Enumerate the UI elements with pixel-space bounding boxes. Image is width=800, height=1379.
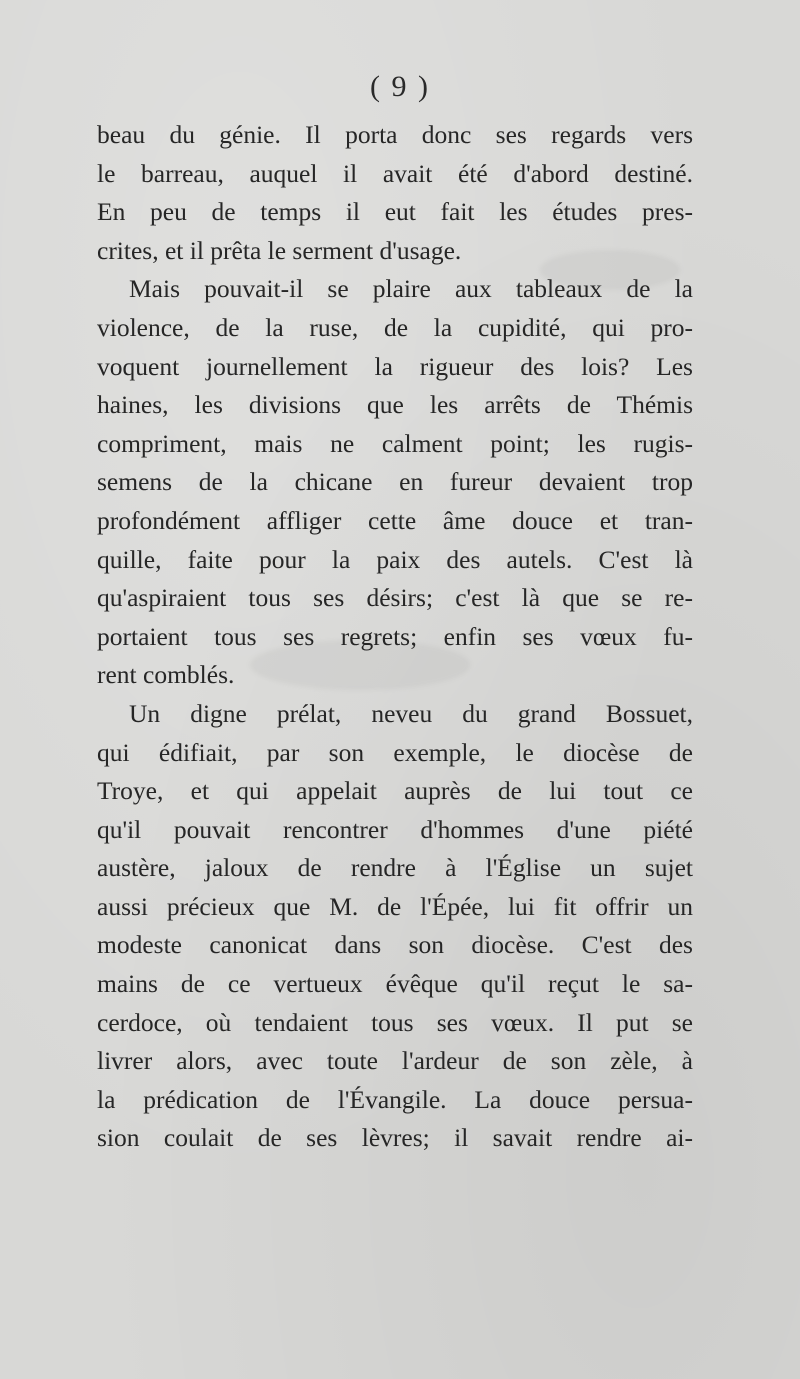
text-line: haines, les divisions que les arrêts de Thémis bbox=[97, 390, 693, 420]
paragraph bbox=[97, 116, 693, 270]
text-line: cerdoce, où tendaient tous ses vœux. Il put se bbox=[97, 1007, 693, 1037]
text-line: austère, jaloux de rendre à l'Église un sujet bbox=[97, 853, 693, 883]
text-line: portaient tous ses regrets; enfin ses vœux fu- bbox=[97, 621, 693, 651]
text-line: rent comblés. bbox=[97, 660, 235, 690]
text-line: quille, faite pour la paix des autels. C'est là bbox=[97, 544, 693, 574]
text-line: aussi précieux que M. de l'Épée, lui fit offrir un bbox=[97, 891, 693, 921]
text-line: crites, et il prêta le serment d'usage. bbox=[97, 235, 462, 265]
text-line: modeste canonicat dans son diocèse. C'est des bbox=[97, 930, 693, 960]
paragraph bbox=[97, 695, 693, 1158]
text-line: qu'aspiraient tous ses désirs; c'est là que se re- bbox=[97, 583, 693, 613]
text-line: Troye, et qui appelait auprès de lui tout ce bbox=[97, 776, 693, 806]
text-line: profondément affliger cette âme douce et tran- bbox=[97, 505, 693, 535]
paragraph bbox=[97, 270, 693, 695]
text-line: le barreau, auquel il avait été d'abord destiné. bbox=[97, 158, 693, 188]
text-line: semens de la chicane en fureur devaient trop bbox=[97, 467, 693, 497]
text-line: Mais pouvait-il se plaire aux tableaux de la bbox=[129, 274, 693, 304]
text-line: violence, de la ruse, de la cupidité, qui pro- bbox=[97, 312, 693, 342]
text-line: voquent journellement la rigueur des lois? Les bbox=[97, 351, 693, 381]
body-text bbox=[97, 116, 693, 1158]
text-line: compriment, mais ne calment point; les rugis- bbox=[97, 428, 693, 458]
text-line: sion coulait de ses lèvres; il savait rendre ai- bbox=[97, 1123, 693, 1153]
text-line: qu'il pouvait rencontrer d'hommes d'une piété bbox=[97, 814, 693, 844]
text-line: livrer alors, avec toute l'ardeur de son zèle, à bbox=[97, 1046, 693, 1076]
text-line: En peu de temps il eut fait les études pres- bbox=[97, 197, 693, 227]
page-number: ( 9 ) bbox=[370, 70, 430, 103]
text-line: beau du génie. Il porta donc ses regards vers bbox=[97, 120, 693, 149]
text-line: la prédication de l'Évangile. La douce persua- bbox=[97, 1084, 693, 1114]
text-line: mains de ce vertueux évêque qu'il reçut le sa- bbox=[97, 969, 693, 999]
text-line: Un digne prélat, neveu du grand Bossuet, bbox=[129, 698, 693, 728]
text-line: qui édifiait, par son exemple, le diocèse de bbox=[97, 737, 693, 767]
